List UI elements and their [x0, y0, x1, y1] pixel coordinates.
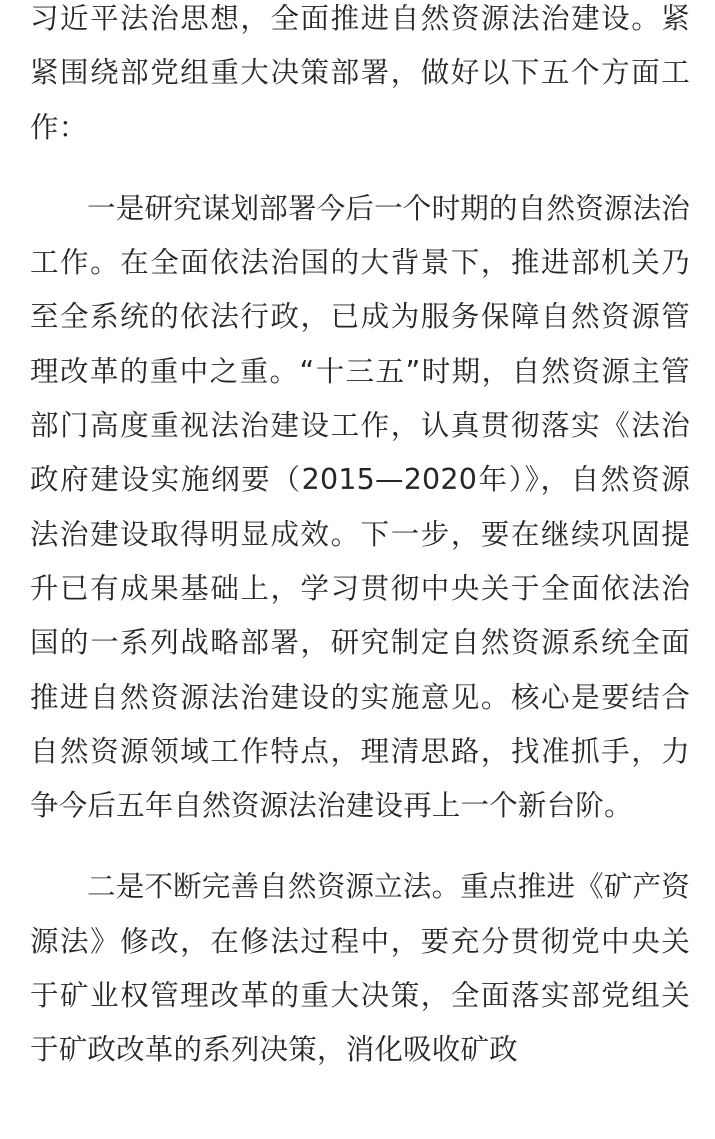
paragraph-intro-continued: 习近平法治思想，全面推进自然资源法治建设。紧紧围绕部党组重大决策部署，做好以下五个方面工作：	[30, 2, 690, 144]
paragraph-item-one: 一是研究谋划部署今后一个时期的自然资源法治工作。在全面依法治国的大背景下，推进部机关乃至全系统的依法行政，已成为服务保障自然资源管理改革的重中之重。“十三五”时期，自然资源主管部门高度重视法治建设工作，认真贯彻落实《法治政府建设实施纲要（2015—2020年）》，自然资源法治建设取得明显成效。下一步，要在继续巩固提升已有成果基础上，学习贯彻中央关于全面依法治国的一系列战略部署，研究制定自然资源系统全面推进自然资源法治建设的实施意见。核心是要结合自然资源领域工作特点，理清思路，找准抓手，力争今后五年自然资源法治建设再上一个新台阶。	[30, 191, 690, 823]
paragraph-item-two: 二是不断完善自然资源立法。重点推进《矿产资源法》修改，在修法过程中，要充分贯彻党中央关于矿业权管理改革的重大决策，全面落实部党组关于矿政改革的系列决策，消化吸收矿政	[30, 870, 690, 1067]
article-body	[30, 0, 690, 1078]
